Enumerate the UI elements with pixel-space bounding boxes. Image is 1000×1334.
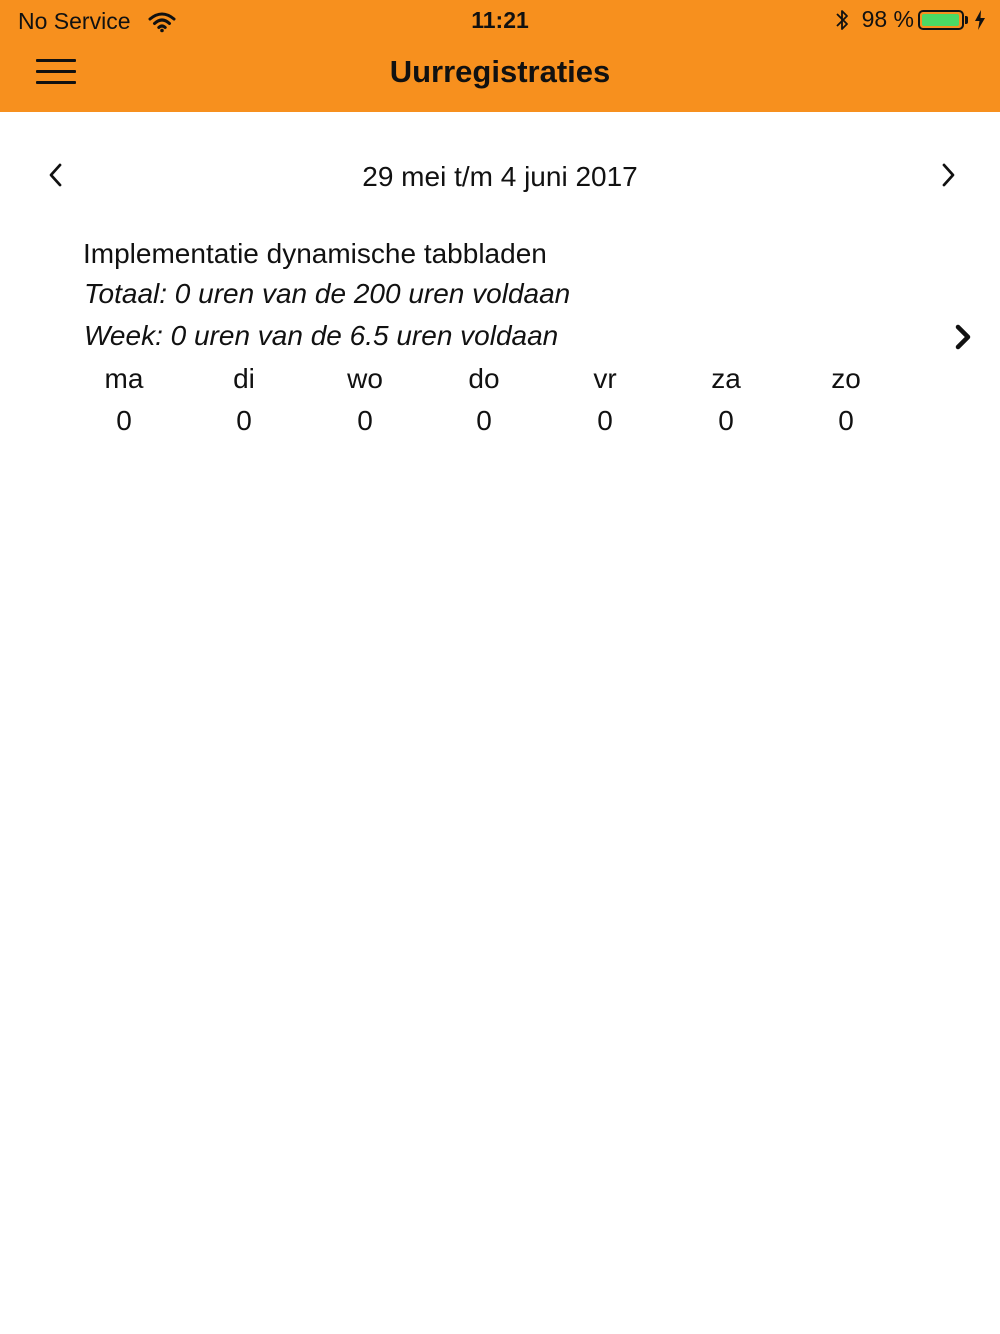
chevron-right-icon — [940, 162, 956, 188]
wifi-icon — [148, 11, 176, 33]
day-label: ma — [104, 363, 144, 394]
day-hours: 0 — [597, 405, 613, 436]
day-breakdown — [0, 362, 1000, 442]
status-bar-left — [18, 8, 176, 35]
battery-icon — [918, 10, 964, 30]
day-column-di — [194, 362, 294, 438]
status-time: 11:21 — [471, 7, 529, 33]
day-column-za — [676, 362, 776, 438]
date-navigation — [0, 158, 1000, 198]
total-hours-line: Totaal: 0 uren van de 200 uren voldaan — [84, 278, 571, 309]
day-hours: 0 — [838, 405, 854, 436]
week-hours-line: Week: 0 uren van de 6.5 uren voldaan — [84, 320, 559, 351]
day-column-wo — [315, 362, 415, 438]
chevron-right-icon — [953, 323, 973, 351]
day-hours: 0 — [357, 405, 373, 436]
charging-bolt-icon — [974, 10, 986, 30]
project-detail-button[interactable] — [946, 320, 980, 354]
project-name: Implementatie dynamische tabbladen — [83, 238, 547, 269]
top-bar — [0, 0, 1000, 112]
day-label: do — [468, 363, 500, 394]
day-hours: 0 — [718, 405, 734, 436]
battery-tip — [965, 16, 968, 24]
day-label: di — [233, 363, 255, 394]
day-label: wo — [347, 363, 383, 394]
date-range-label: 29 mei t/m 4 juni 2017 — [362, 161, 638, 192]
day-label: za — [711, 363, 741, 394]
day-column-do — [434, 362, 534, 438]
day-hours: 0 — [236, 405, 252, 436]
next-week-button[interactable] — [928, 158, 968, 192]
day-label: vr — [593, 363, 617, 394]
day-hours: 0 — [476, 405, 492, 436]
status-bar-right — [834, 6, 986, 33]
hamburger-menu-icon[interactable] — [34, 56, 78, 88]
day-column-zo — [796, 362, 896, 438]
bluetooth-icon — [834, 8, 850, 32]
carrier-label: No Service — [18, 8, 131, 34]
project-card[interactable] — [0, 232, 1000, 447]
day-label: zo — [831, 363, 861, 394]
day-hours: 0 — [116, 405, 132, 436]
day-column-ma — [74, 362, 174, 438]
battery-level-fill — [922, 14, 959, 26]
day-column-vr — [555, 362, 655, 438]
page-title: Uurregistraties — [389, 54, 611, 89]
battery-percent: 98 % — [861, 6, 914, 32]
